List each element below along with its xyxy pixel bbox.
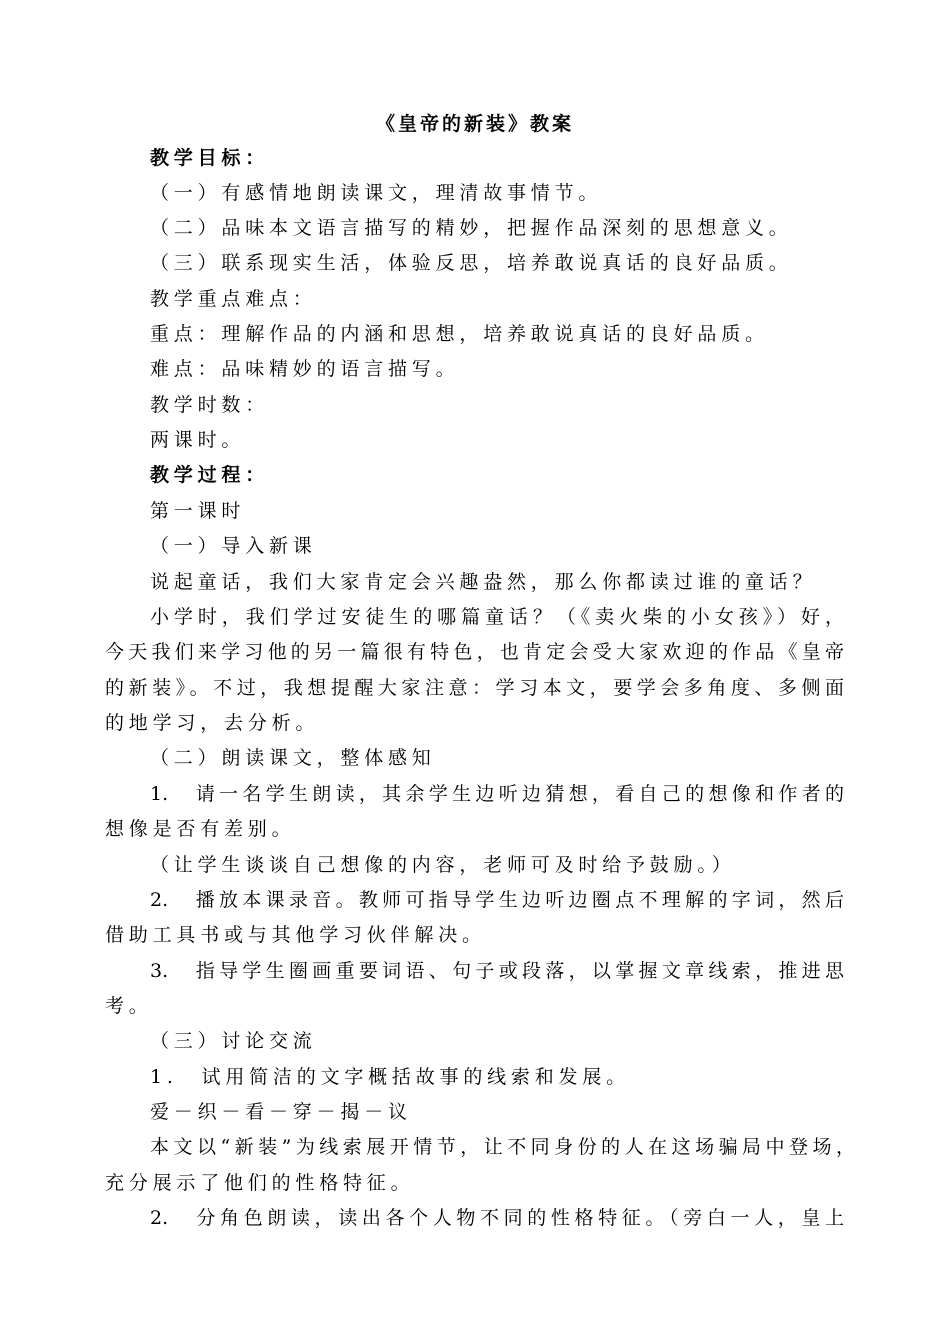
paragraph-line: 今天我们来学习他的另一篇很有特色，也肯定会受大家欢迎的作品《皇帝 — [105, 641, 844, 663]
paragraph-line: 说起童话，我们大家肯定会兴趣盎然，那么你都读过谁的童话？ — [150, 571, 817, 593]
section-reading: （二）朗读课文，整体感知 — [150, 747, 436, 769]
section-introduction: （一）导入新课 — [150, 535, 317, 557]
paragraph-line: 的地学习，去分析。 — [105, 712, 320, 734]
document-title: 《皇帝的新装》教案 — [375, 113, 574, 135]
paragraph-line: 想像是否有差别。 — [105, 818, 296, 840]
heading-teaching-process: 教学过程： — [150, 464, 270, 486]
class-hours: 两课时。 — [150, 429, 246, 451]
paragraph-line: 爱－织－看－穿－揭－议 — [150, 1101, 412, 1123]
paragraph-line: 2. 播放本课录音。教师可指导学生边听边圈点不理解的字词，然后 — [150, 889, 844, 911]
paragraph-line: （让学生谈谈自己想像的内容，老师可及时给予鼓励。） — [150, 854, 736, 876]
heading-key-difficult-points: 教学重点难点： — [150, 288, 317, 310]
difficult-point: 难点：品味精妙的语言描写。 — [150, 358, 460, 380]
heading-teaching-objectives: 教学目标： — [150, 147, 270, 169]
heading-class-hours: 教学时数： — [150, 394, 270, 416]
paragraph-line: 1. 请一名学生朗读，其余学生边听边猜想，看自己的想像和作者的 — [150, 783, 844, 805]
paragraph-line: 借助工具书或与其他学习伙伴解决。 — [105, 924, 486, 946]
objective-3: （三）联系现实生活，体验反思，培养敢说真话的良好品质。 — [150, 252, 793, 274]
paragraph-line: 小学时，我们学过安徒生的哪篇童话？（《卖火柴的小女孩》）好， — [150, 606, 844, 628]
key-point: 重点：理解作品的内涵和思想，培养敢说真话的良好品质。 — [150, 323, 769, 345]
objective-1: （一）有感情地朗读课文，理清故事情节。 — [150, 182, 603, 204]
paragraph-line: 2. 分角色朗读，读出各个人物不同的性格特征。（旁白一人，皇上 — [150, 1207, 844, 1229]
section-discussion: （三）讨论交流 — [150, 1030, 317, 1052]
paragraph-line: 1. 试用简洁的文字概括故事的线索和发展。 — [150, 1066, 630, 1088]
paragraph-line: 3. 指导学生圈画重要词语、句子或段落，以掌握文章线索，推进思 — [150, 960, 844, 982]
paragraph-line: 考。 — [105, 995, 153, 1017]
paragraph-line: 本文以“新装”为线索展开情节，让不同身份的人在这场骗局中登场， — [150, 1136, 855, 1158]
objective-2: （二）品味本文语言描写的精妙，把握作品深刻的思想意义。 — [150, 217, 793, 239]
first-lesson: 第一课时 — [150, 500, 246, 522]
paragraph-line: 充分展示了他们的性格特征。 — [105, 1172, 415, 1194]
paragraph-line: 的新装》。不过，我想提醒大家注意：学习本文，要学会多角度、多侧面 — [105, 677, 844, 699]
